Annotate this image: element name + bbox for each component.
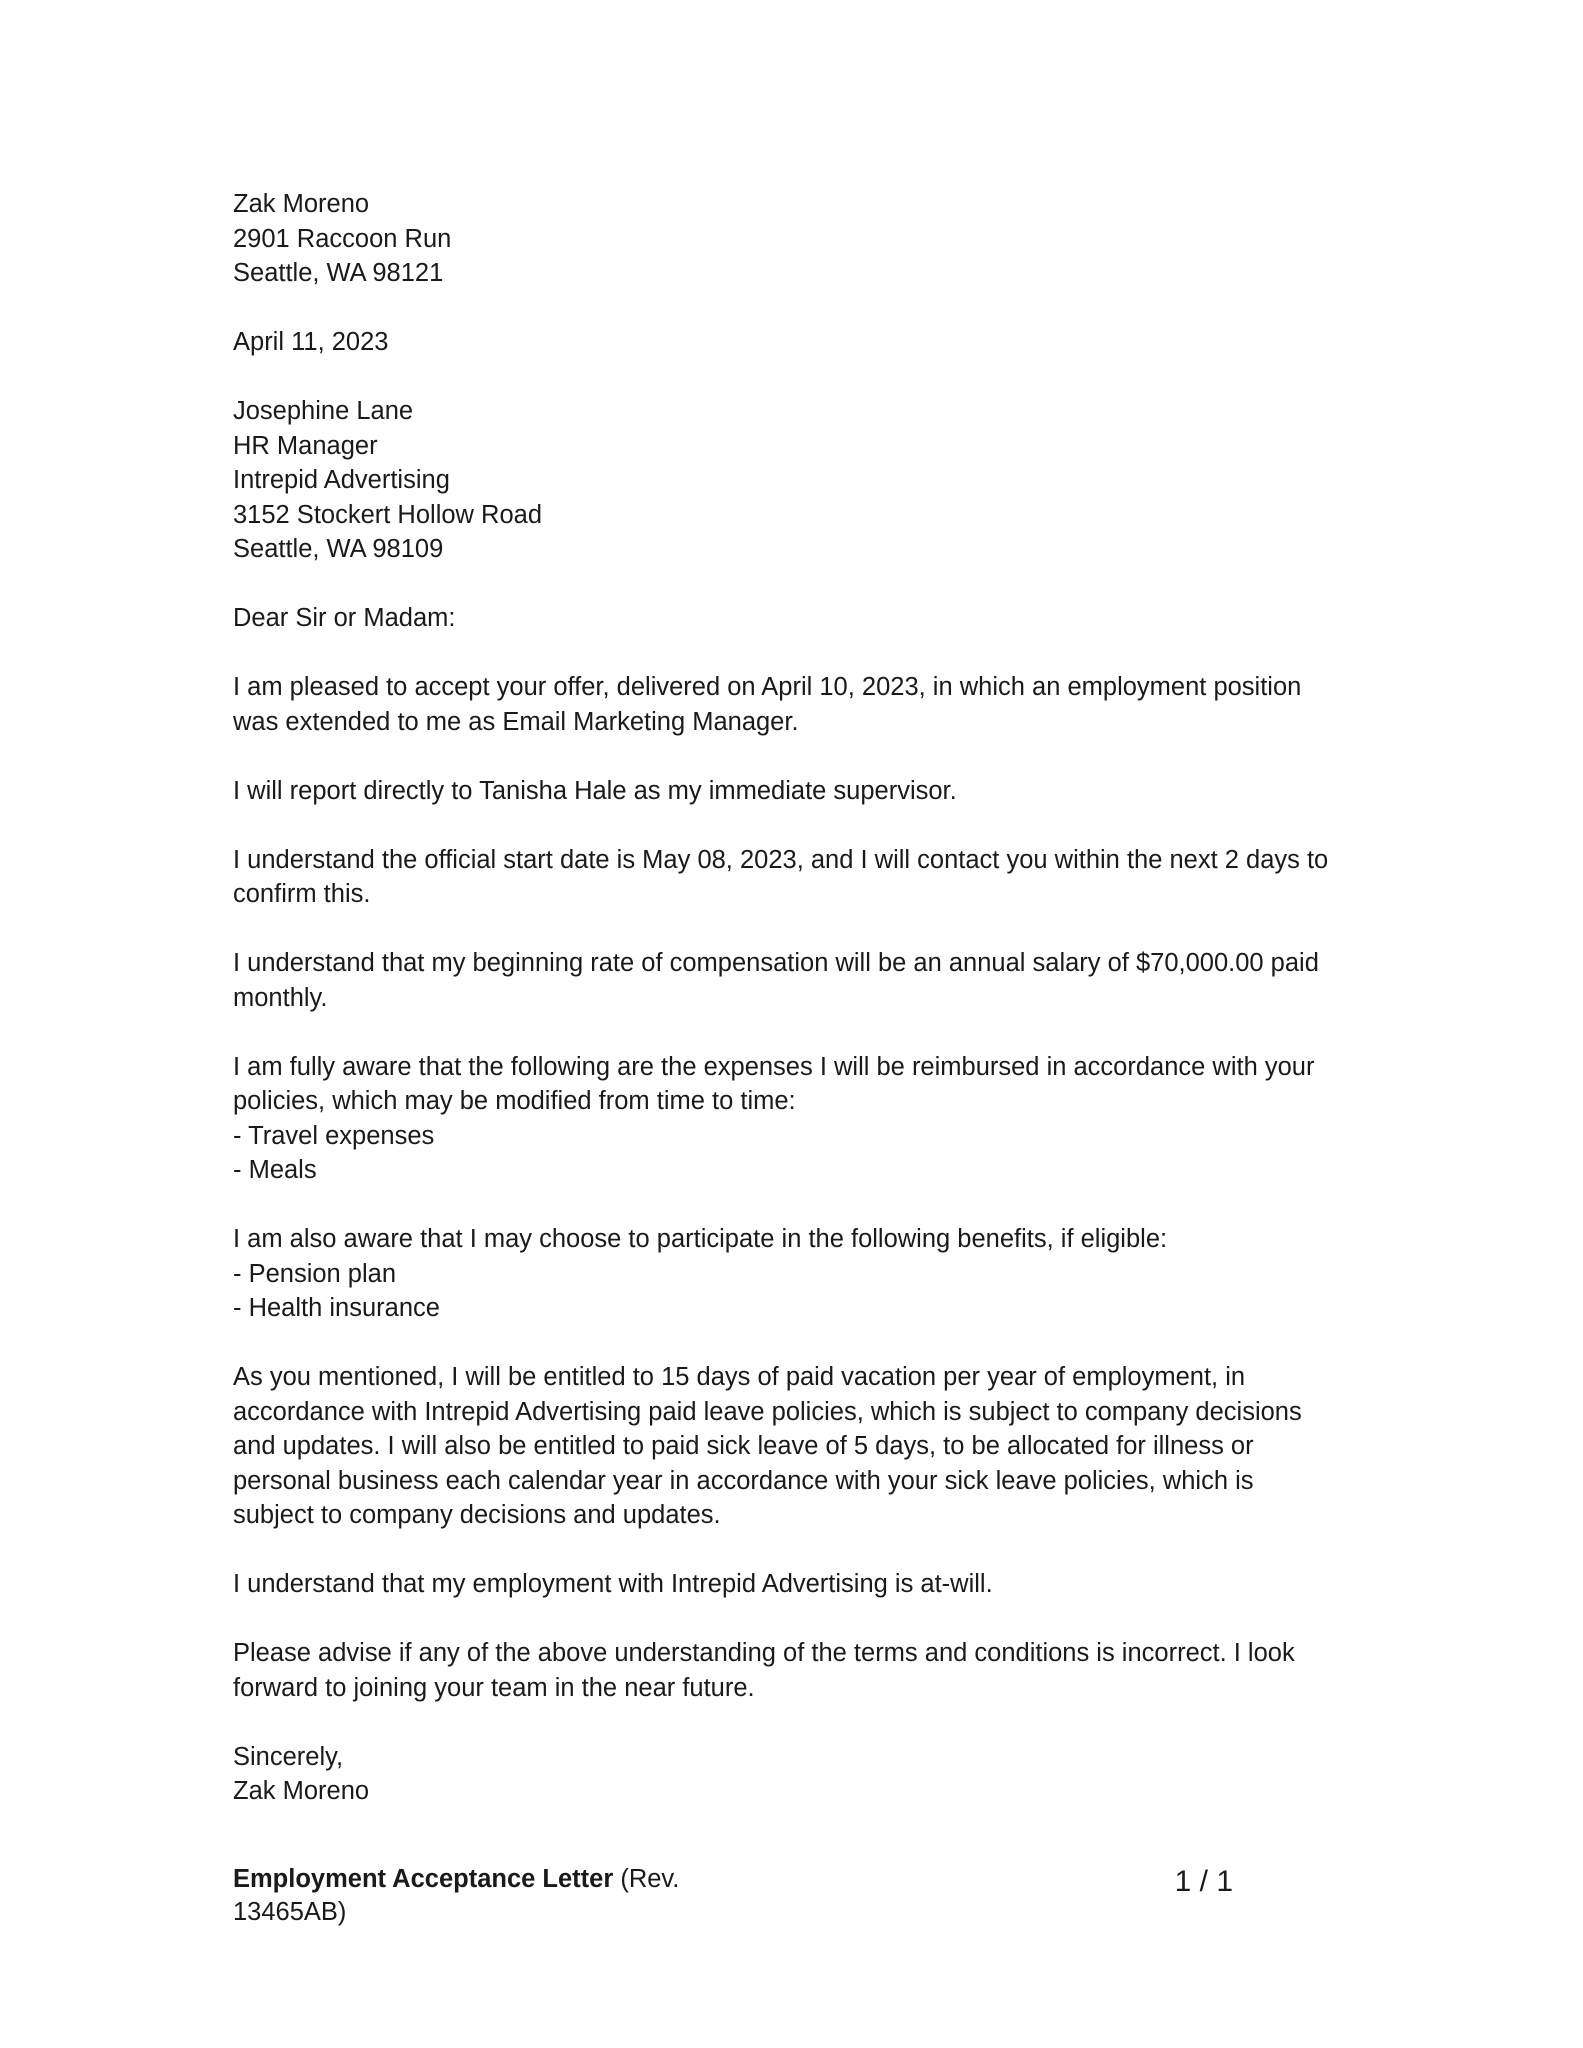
recipient-address	[233, 394, 1363, 567]
paragraph-at-will	[233, 1567, 1363, 1602]
paragraph-offer-acceptance	[233, 670, 1363, 739]
letter-date: April 11, 2023	[233, 328, 389, 356]
paragraph-compensation	[233, 946, 1363, 1015]
paragraph-line: subject to company decisions and updates.	[233, 1501, 721, 1529]
paragraph-line: I will report directly to Tanisha Hale as my immediate supervisor.	[233, 776, 957, 805]
paragraph-line: I am also aware that I may choose to participate in the following benefits, if eligible:	[233, 1225, 1168, 1253]
paragraph-supervisor	[233, 774, 1363, 809]
paragraph-line: confirm this.	[233, 880, 371, 908]
sender-street: 2901 Raccoon Run	[233, 224, 452, 253]
paragraph-line: I am pleased to accept your offer, delivered on April 10, 2023, in which an employment position	[233, 673, 1302, 701]
paragraph-line: I understand that my employment with Intrepid Advertising is at-will.	[233, 1570, 993, 1598]
paragraph-line: monthly.	[233, 983, 328, 1012]
document-title: Employment Acceptance Letter	[233, 1865, 614, 1893]
valediction: Sincerely,	[233, 1742, 344, 1771]
benefit-list-item: - Pension plan	[233, 1259, 397, 1288]
paragraph-line: accordance with Intrepid Advertising paid leave policies, which is subject to company decisions	[233, 1397, 1302, 1426]
sender-city-state-zip: Seattle, WA 98121	[233, 259, 444, 287]
letter-body	[233, 187, 1363, 1809]
revision-code: 13465AB)	[233, 1898, 347, 1926]
salutation: Dear Sir or Madam:	[233, 604, 456, 632]
sender-name: Zak Moreno	[233, 190, 370, 218]
revision-label: (Rev.	[613, 1865, 680, 1893]
paragraph-advise	[233, 1636, 1363, 1705]
paragraph-line: was extended to me as Email Marketing Manager.	[233, 707, 799, 736]
closing-block	[233, 1740, 1363, 1809]
paragraph-start-date	[233, 843, 1363, 912]
recipient-title: HR Manager	[233, 431, 378, 460]
salutation-block	[233, 601, 1363, 636]
paragraph-line: As you mentioned, I will be entitled to 15 days of paid vacation per year of employment, in	[233, 1363, 1246, 1391]
paragraph-line: I am fully aware that the following are the expenses I will be reimbursed in accordance with your	[233, 1052, 1315, 1081]
page-number: 1 / 1	[1174, 1865, 1233, 1898]
recipient-name: Josephine Lane	[233, 397, 414, 425]
paragraph-expenses	[233, 1050, 1363, 1188]
paragraph-benefits	[233, 1222, 1363, 1326]
expense-list-item: - Travel expenses	[233, 1121, 435, 1150]
document-title-block	[233, 1863, 793, 1929]
recipient-company: Intrepid Advertising	[233, 466, 450, 494]
paragraph-line: personal business each calendar year in accordance with your sick leave policies, which is	[233, 1466, 1254, 1495]
paragraph-line: I understand that my beginning rate of compensation will be an annual salary of $70,000.00 paid	[233, 949, 1319, 977]
paragraph-leave	[233, 1360, 1363, 1533]
page-footer	[233, 1863, 1363, 1929]
signer-name: Zak Moreno	[233, 1777, 370, 1805]
benefit-list-item: - Health insurance	[233, 1294, 440, 1322]
recipient-city-state-zip: Seattle, WA 98109	[233, 535, 444, 563]
paragraph-line: Please advise if any of the above understanding of the terms and conditions is incorrect. I look	[233, 1639, 1295, 1667]
recipient-street: 3152 Stockert Hollow Road	[233, 500, 543, 529]
paragraph-line: I understand the official start date is May 08, 2023, and I will contact you within the next 2 days to	[233, 845, 1329, 874]
paragraph-line: policies, which may be modified from time to time:	[233, 1087, 796, 1115]
paragraph-line: forward to joining your team in the near future.	[233, 1673, 755, 1702]
expense-list-item: - Meals	[233, 1156, 317, 1184]
letter-date-block	[233, 325, 1363, 360]
sender-address	[233, 187, 1363, 291]
paragraph-line: and updates. I will also be entitled to paid sick leave of 5 days, to be allocated for illness or	[233, 1432, 1254, 1460]
